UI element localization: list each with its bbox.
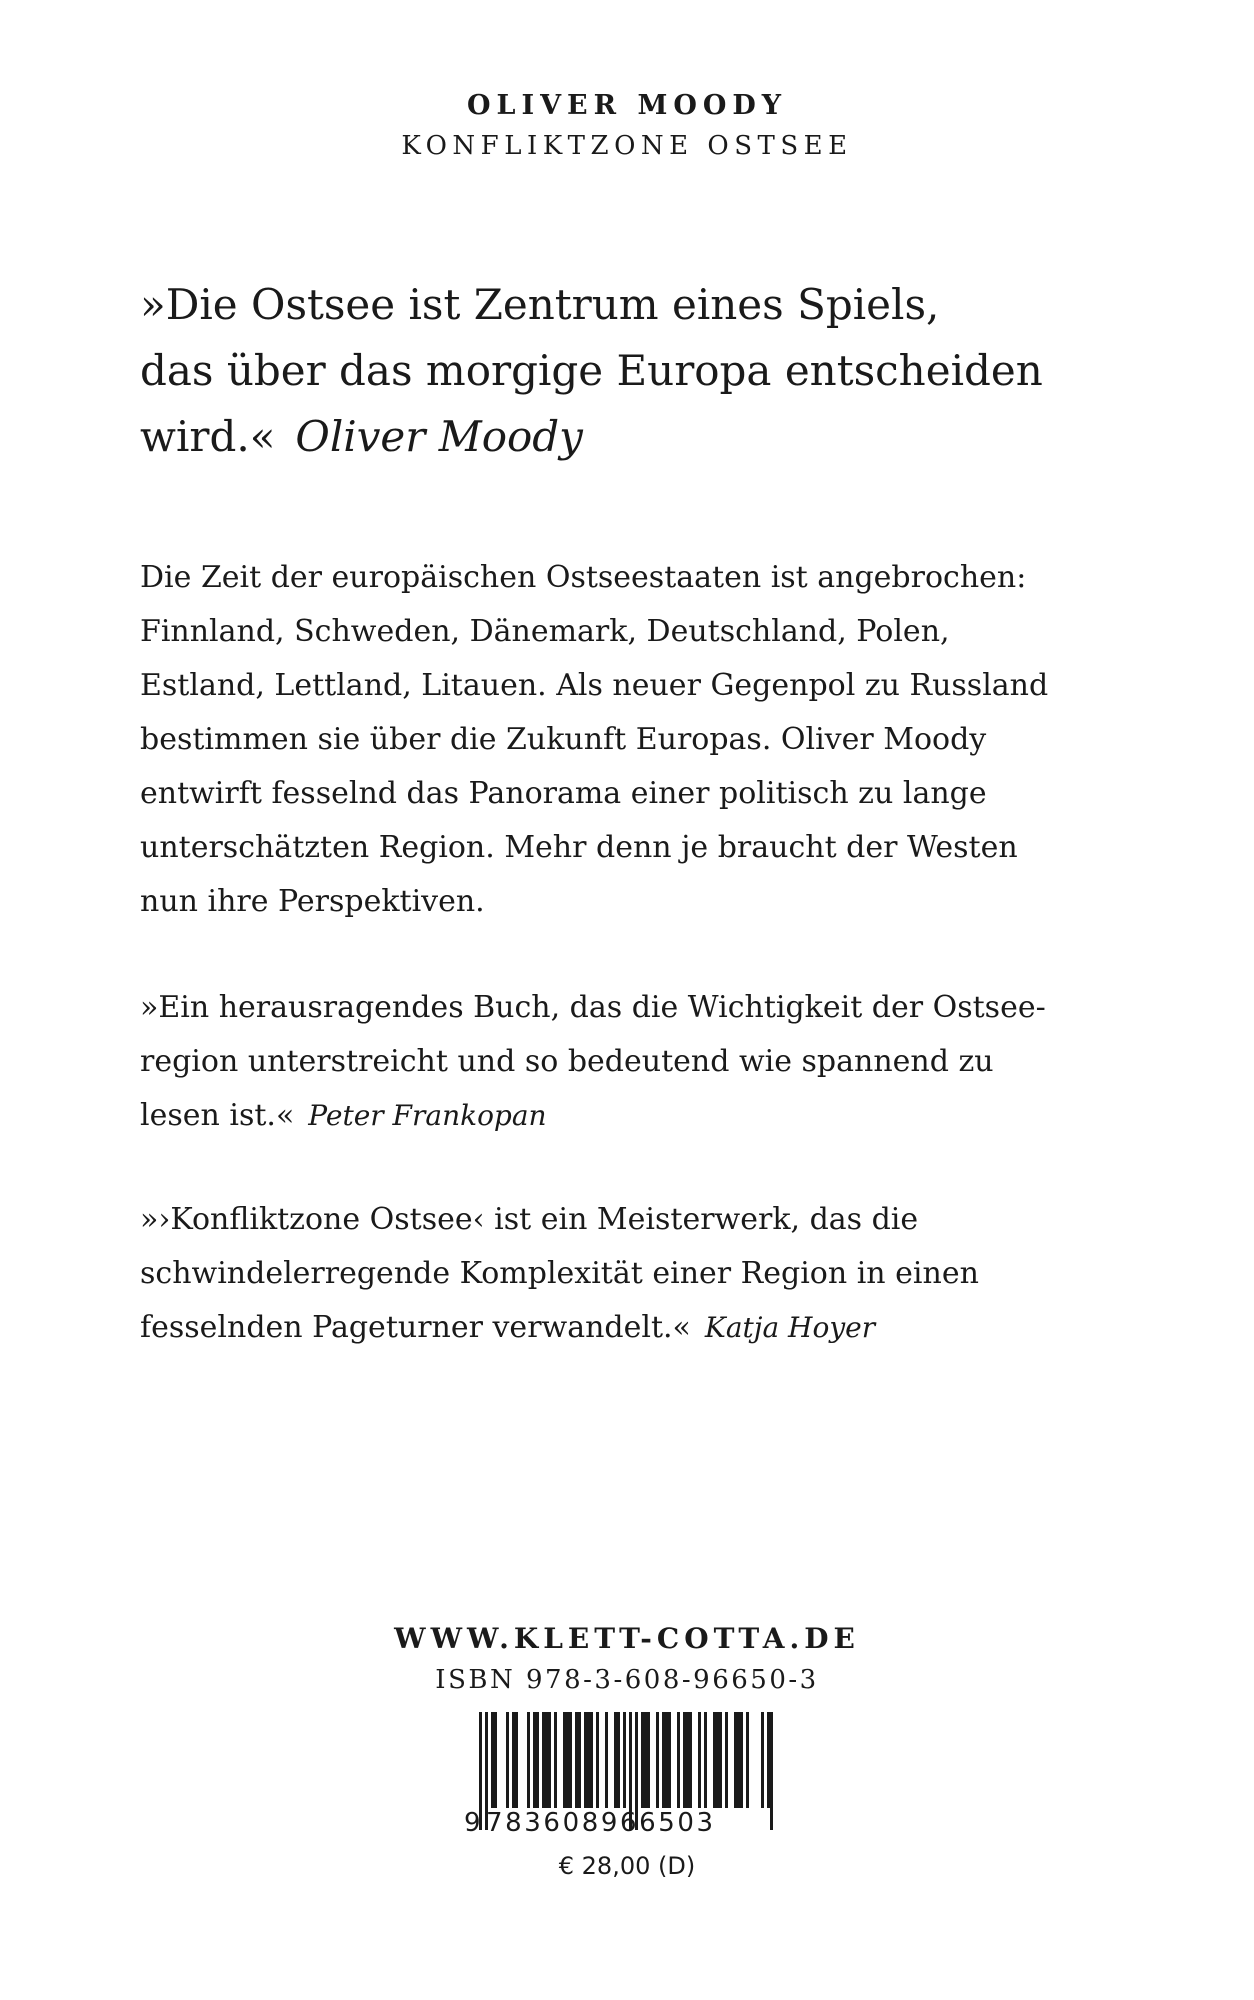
barcode-bar xyxy=(725,1712,728,1808)
barcode-bar xyxy=(587,1712,590,1808)
barcode-bar xyxy=(698,1712,701,1808)
barcode-bar xyxy=(740,1712,743,1808)
barcode-bar xyxy=(662,1712,665,1808)
barcode-bar xyxy=(506,1712,509,1808)
author-name: OLIVER MOODY xyxy=(466,90,788,121)
barcode-bar xyxy=(527,1712,530,1808)
barcode-bar xyxy=(641,1712,644,1808)
quote-attribution: Peter Frankopan xyxy=(308,1099,547,1132)
barcode-bar xyxy=(713,1712,716,1808)
barcode-bar xyxy=(644,1712,647,1808)
barcode-bar xyxy=(767,1712,770,1808)
barcode-bar xyxy=(647,1712,650,1808)
book-title: KONFLIKTZONE OSTSEE xyxy=(401,131,853,161)
barcode-bar xyxy=(542,1712,545,1808)
barcode-bar xyxy=(569,1712,572,1808)
quote-line: region unterstreicht und so bedeutend wie spannend zu xyxy=(140,1044,994,1079)
barcode-bar xyxy=(596,1712,599,1808)
barcode-bar xyxy=(584,1712,587,1808)
barcode-bar xyxy=(563,1712,566,1808)
description-line: Finnland, Schweden, Dänemark, Deutschland, Polen, xyxy=(140,614,950,649)
barcode-bar xyxy=(623,1712,626,1808)
headline-line xyxy=(140,404,1140,470)
headline-quote xyxy=(140,272,1140,470)
barcode-bar xyxy=(515,1712,518,1808)
barcode-bar xyxy=(545,1712,548,1808)
quote-line xyxy=(140,1301,1140,1355)
barcode-bar xyxy=(491,1712,494,1808)
barcode-bar xyxy=(683,1712,686,1808)
quote-line xyxy=(140,1089,1140,1143)
barcode-first-digit: 9 xyxy=(464,1808,482,1838)
barcode-bar xyxy=(719,1712,722,1808)
barcode-bar xyxy=(548,1712,551,1808)
barcode-bar xyxy=(704,1712,707,1808)
headline-line: »Die Ostsee ist Zentrum eines Spiels, xyxy=(140,280,940,329)
description-line: bestimmen sie über die Zukunft Europas. Oliver Moody xyxy=(140,722,987,757)
barcode-bar xyxy=(689,1712,692,1808)
barcode-bar xyxy=(536,1712,539,1808)
barcode-bar xyxy=(566,1712,569,1808)
headline-line-text: wird.« xyxy=(140,412,276,461)
barcode-bar xyxy=(677,1712,680,1808)
barcode-bar xyxy=(716,1712,719,1808)
barcode-bar xyxy=(761,1712,764,1808)
barcode-bar xyxy=(494,1712,497,1808)
barcode-bar xyxy=(656,1712,659,1808)
barcode-bar xyxy=(578,1712,581,1808)
quote-line-text: lesen ist.« xyxy=(140,1098,295,1133)
quote-line: »Ein herausragendes Buch, das die Wichtigkeit der Ostsee- xyxy=(140,990,1046,1025)
barcode-bar xyxy=(590,1712,593,1808)
headline-line: das über das morgige Europa entscheiden xyxy=(140,346,1043,395)
price-label: € 28,00 (D) xyxy=(558,1852,696,1880)
barcode-bar xyxy=(686,1712,689,1808)
isbn-number: ISBN 978-3-608-96650-3 xyxy=(435,1665,819,1695)
quote-line-text: fesselnden Pageturner verwandelt.« xyxy=(140,1310,691,1345)
barcode-bar xyxy=(737,1712,740,1808)
quote-line: schwindelerregende Komplexität einer Region in einen xyxy=(140,1256,979,1291)
barcode-bar xyxy=(512,1712,515,1808)
description-line: unterschätzten Region. Mehr denn je braucht der Westen xyxy=(140,830,1018,865)
barcode-bar xyxy=(533,1712,536,1808)
barcode-bar xyxy=(614,1712,617,1808)
barcode-bar xyxy=(575,1712,578,1808)
quote-line: »›Konfliktzone Ostsee‹ ist ein Meisterwerk, das die xyxy=(140,1202,919,1237)
barcode-bar xyxy=(617,1712,620,1808)
barcode-bar xyxy=(605,1712,608,1808)
book-description xyxy=(140,551,1140,929)
review-quote-hoyer xyxy=(140,1193,1140,1355)
review-quote-frankopan xyxy=(140,981,1140,1143)
barcode-bar xyxy=(746,1712,749,1808)
description-line: entwirft fesselnd das Panorama einer politisch zu lange xyxy=(140,776,987,811)
barcode-bar xyxy=(770,1712,773,1830)
barcode-bar xyxy=(665,1712,668,1808)
description-line: Estland, Lettland, Litauen. Als neuer Gegenpol zu Russland xyxy=(140,668,1049,703)
barcode-bar xyxy=(668,1712,671,1808)
barcode-bar xyxy=(554,1712,557,1808)
barcode-bar xyxy=(734,1712,737,1808)
barcode-digits: 783608966503 xyxy=(486,1808,716,1838)
publisher-website: WWW.KLETT-COTTA.DE xyxy=(394,1622,860,1655)
quote-attribution: Katja Hoyer xyxy=(704,1311,876,1344)
description-line: nun ihre Perspektiven. xyxy=(140,884,485,919)
description-line: Die Zeit der europäischen Ostseestaaten ist angebrochen: xyxy=(140,560,1027,595)
headline-attribution: Oliver Moody xyxy=(295,412,583,461)
